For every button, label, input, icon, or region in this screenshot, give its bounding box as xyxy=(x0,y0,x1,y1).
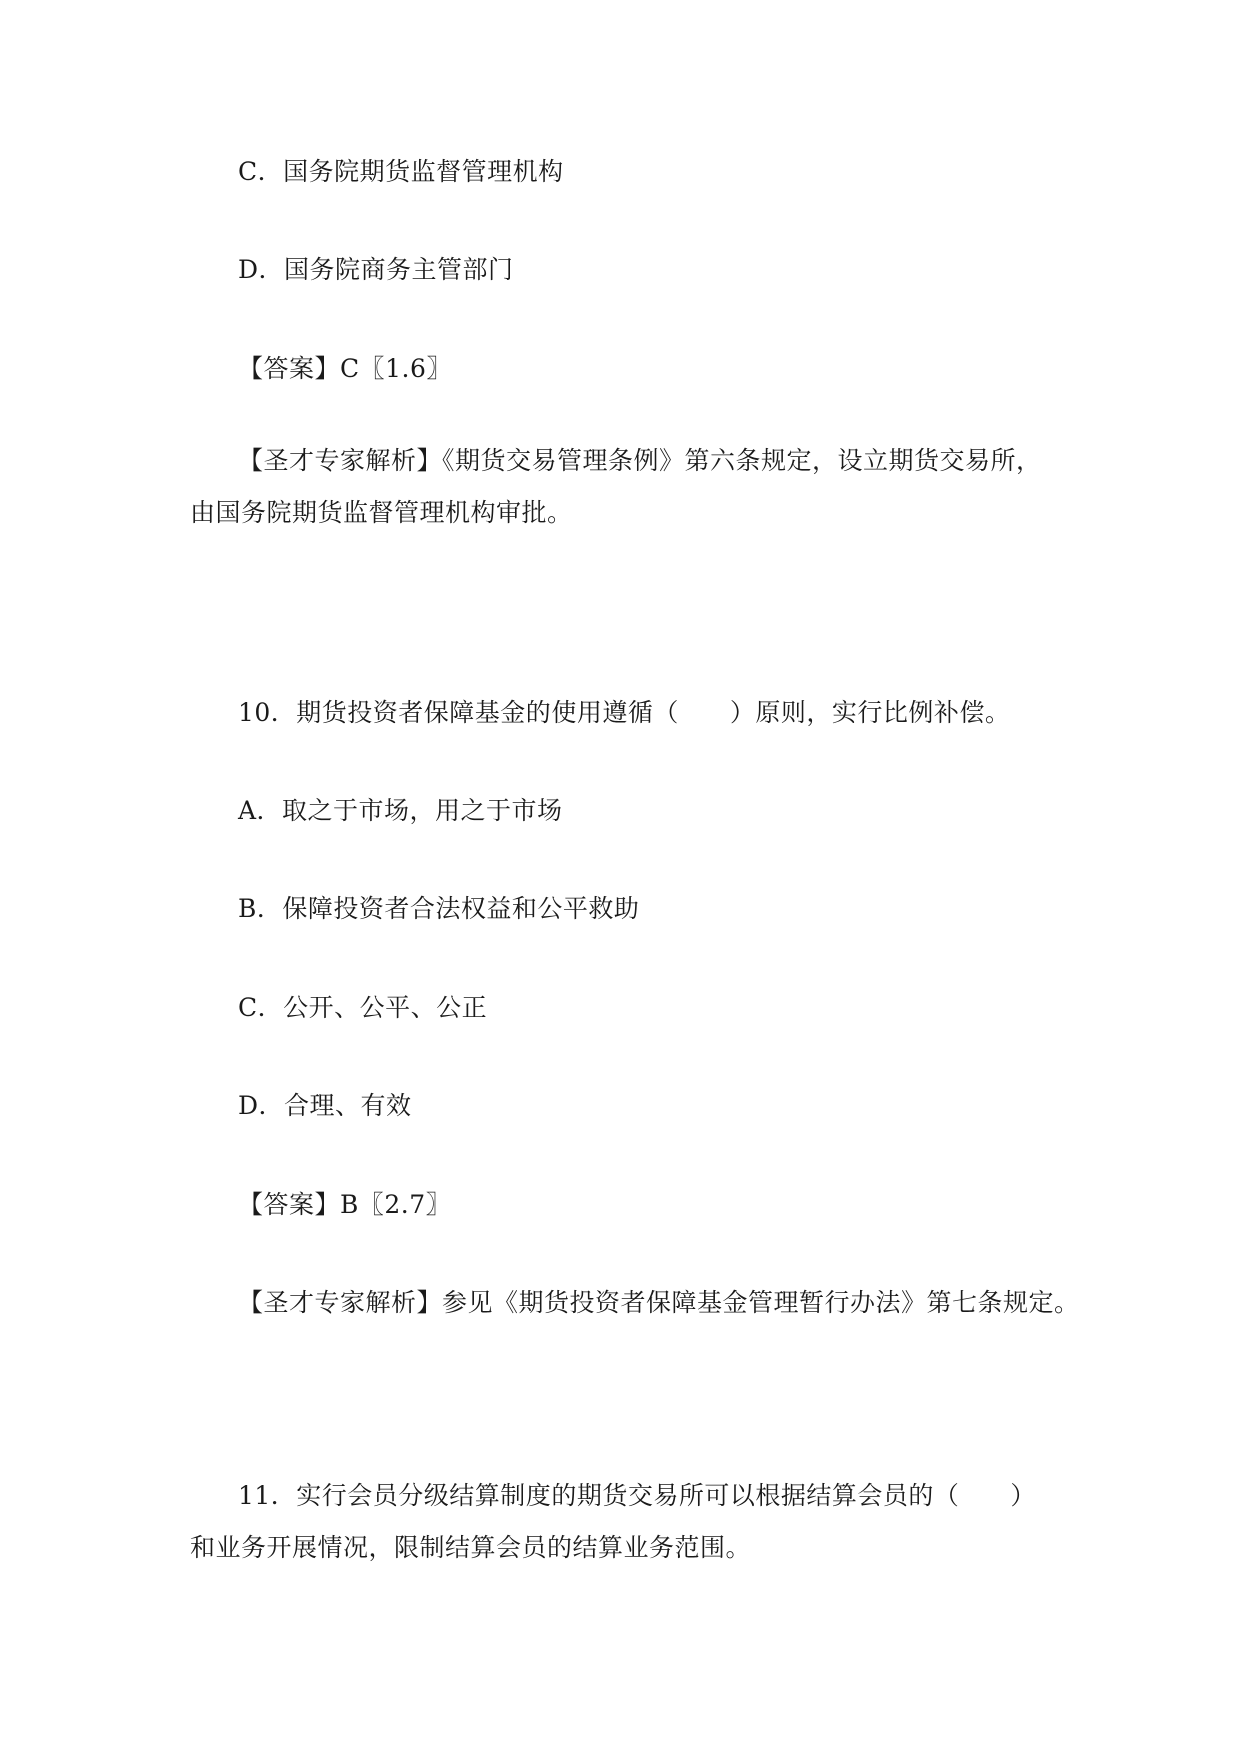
q10-question: 10．期货投资者保障基金的使用遵循（ ）原则，实行比例补偿。 xyxy=(238,698,1011,727)
q10-option-a: A．取之于市场，用之于市场 xyxy=(238,796,563,825)
q9-answer: 【答案】C〖1.6〗 xyxy=(238,354,452,383)
q10-option-d: D．合理、有效 xyxy=(238,1091,412,1120)
q9-option-c: C．国务院期货监督管理机构 xyxy=(238,157,564,186)
q11-question: 11．实行会员分级结算制度的期货交易所可以根据结算会员的（ ）和业务开展情况，限制结算会员的结算业务范围。 xyxy=(190,1481,1036,1562)
q9-analysis: 【圣才专家解析】《期货交易管理条例》第六条规定，设立期货交易所，由国务院期货监督管理机构审批。 xyxy=(190,446,1042,527)
q10-option-b: B．保障投资者合法权益和公平救助 xyxy=(238,894,640,923)
q9-option-d: D．国务院商务主管部门 xyxy=(238,255,514,284)
q10-answer: 【答案】B〖2.7〗 xyxy=(238,1190,452,1219)
q10-analysis: 【圣才专家解析】参见《期货投资者保障基金管理暂行办法》第七条规定。 xyxy=(238,1288,1080,1317)
q10-option-c: C．公开、公平、公正 xyxy=(238,993,488,1022)
